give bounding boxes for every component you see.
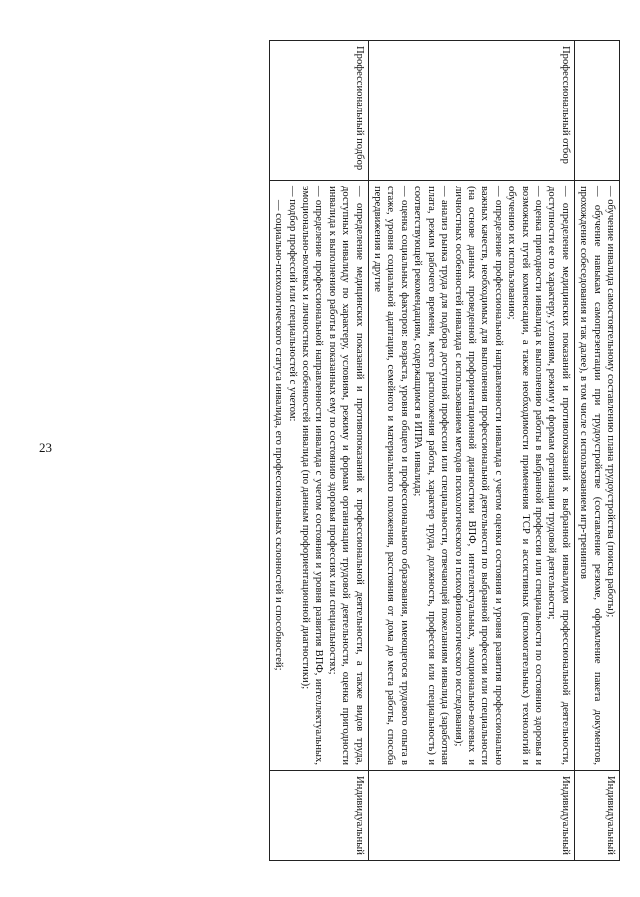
activity-line: — оценка пригодности инвалида к выполнению работы в выбранной профессии или специальности по состоянию здоровья и возможных путей компенсации, а также необходимости применения ТСР и ассистивных (вспомогательных) технологий и обучению их использованию; xyxy=(506,186,544,765)
form-cell: Индивидуальный xyxy=(368,771,574,861)
activity-line: — анализ рынка труда для подбора доступной профессии или специальности, отвечающей пожеланиям инвалида (заработная плата, режим рабочего времени, место расположения работы, характер труда, должность, профессия или специальность) и соответствующей рекомендациям, содержащимся в ИПРА инвалида; xyxy=(412,186,451,765)
activity-line: — обучение навыкам самопрезентации при трудоустройстве (составление резюме, оформление пакета документов, прохождение собеседования и так далее), в том числе с использованием игр-тренингов xyxy=(578,186,603,765)
table-row xyxy=(368,41,574,861)
activities-cell xyxy=(574,181,619,771)
table-row xyxy=(269,41,368,861)
stage-cell: Профессиональный подбор xyxy=(269,41,368,181)
activity-subline: — социально-психологического статуса инвалида, его профессиональных склонностей и способностей; xyxy=(273,200,285,671)
activity-line: — определение медицинских показаний и противопоказаний к профессиональной деятельности, а также видов труда, доступных инвалиду по характеру, условиям, режиму и формам организации трудовой деятельности, оценка пригодности инвалида к выполнению работы в показанных ему по состоянию здоровья профессиях или специальностях; xyxy=(326,186,365,765)
page-number: 23 xyxy=(39,440,52,455)
rehabilitation-table xyxy=(269,40,620,861)
activity-line: — определение профессиональной направленности инвалида с учетом состояния и уровня развития ВПФ, интеллектуальных, эмоционально-волевых и личностных особенностей инвалида (по данным профориентационной диагностики); xyxy=(300,186,325,765)
stage-cell: Профессиональный отбор xyxy=(368,41,574,181)
activity-line: — подбор профессий или специальностей с учетом: xyxy=(286,186,298,422)
activity-line: — определение медицинских показаний и противопоказаний к выбранной инвалидом профессиональной деятельности, доступности ее по характеру, условиям, режиму и формам организации трудовой деятельности; xyxy=(546,186,571,765)
activity-line: — оценка социальных факторов: возраста, уровня общего и профессионального образования, имеющегося трудового опыта в стаже, уровня социальной адаптации, семейного и материального положения, расстояния от дома до места работы, способа передвижения и другие xyxy=(372,186,410,765)
form-cell: Индивидуальный xyxy=(269,771,368,861)
activity-line: — обучение инвалида самостоятельному составлению плана трудоустройства (поиска работы); xyxy=(605,186,616,618)
activity-line: — определение профессиональной направленности инвалида с учетом оценки состояния и уровня развития профессионально важных качеств, необходимых для выполнения профессиональной деятельности по выбранной профессии или специальности (на основе данных проведенной профориентационной диагностики ВПФ, интеллектуальных, эмоционально-волевых и личностных особенностей инвалида с использованием методов психологического и психофизиологического исследования); xyxy=(452,186,504,765)
rotated-table-sheet xyxy=(60,40,620,860)
activities-cell xyxy=(269,181,368,771)
stage-cell xyxy=(574,41,619,181)
activities-cell xyxy=(368,181,574,771)
table-row xyxy=(574,41,619,861)
form-cell: Индивидуальный xyxy=(574,771,619,861)
